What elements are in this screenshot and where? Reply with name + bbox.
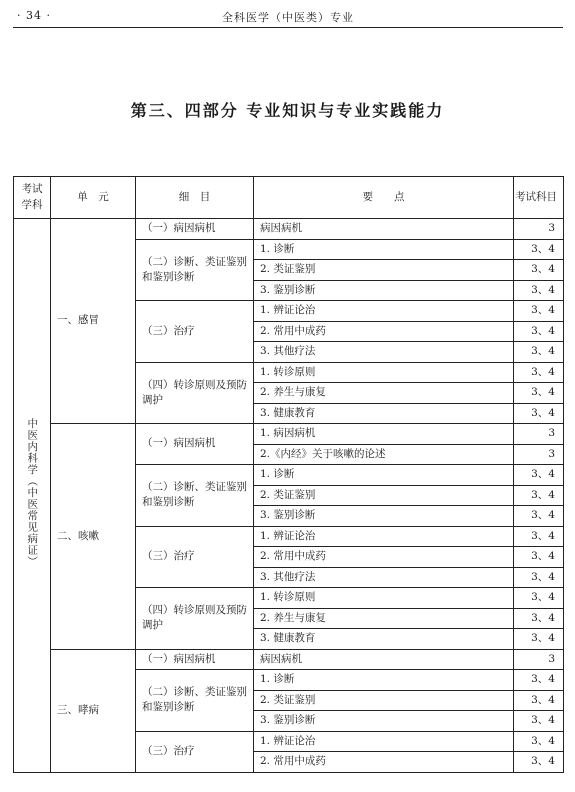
point-cell: 1. 诊断	[254, 239, 514, 260]
detail-cell: （四）转诊原则及预防调护	[136, 362, 254, 424]
subject-cell	[14, 219, 51, 773]
table-header-row	[14, 177, 564, 219]
point-cell: 病因病机	[254, 219, 514, 240]
exam-cell: 3、4	[514, 321, 564, 342]
detail-cell: （四）转诊原则及预防调护	[136, 588, 254, 650]
exam-cell: 3、4	[514, 752, 564, 773]
running-title: 全科医学（中医类）专业	[222, 11, 354, 24]
point-cell: 2. 养生与康复	[254, 383, 514, 404]
exam-cell: 3、4	[514, 547, 564, 568]
unit-cell: 三、哮病	[51, 649, 136, 772]
detail-cell: （三）治疗	[136, 731, 254, 772]
point-cell: 2. 常用中成药	[254, 547, 514, 568]
detail-cell: （一）病因病机	[136, 424, 254, 465]
exam-cell: 3、4	[514, 260, 564, 281]
point-cell: 3. 鉴别诊断	[254, 711, 514, 732]
point-cell: 1. 诊断	[254, 670, 514, 691]
point-cell: 1. 病因病机	[254, 424, 514, 445]
exam-cell: 3、4	[514, 588, 564, 609]
col-header-subject: 考试学科	[14, 177, 51, 219]
exam-cell: 3、4	[514, 485, 564, 506]
table-row	[14, 649, 564, 670]
table-row	[14, 219, 564, 240]
col-header-unit: 单 元	[51, 177, 136, 219]
col-header-points: 要 点	[254, 177, 514, 219]
point-cell: 3. 其他疗法	[254, 342, 514, 363]
exam-cell: 3、4	[514, 690, 564, 711]
exam-cell: 3、4	[514, 711, 564, 732]
exam-cell: 3、4	[514, 301, 564, 322]
point-cell: 1. 辨证论治	[254, 731, 514, 752]
point-cell: 3. 健康教育	[254, 629, 514, 650]
detail-cell: （二）诊断、类证鉴别和鉴别诊断	[136, 465, 254, 527]
point-cell: 2. 类证鉴别	[254, 485, 514, 506]
exam-cell: 3、4	[514, 629, 564, 650]
detail-cell: （一）病因病机	[136, 649, 254, 670]
detail-cell: （二）诊断、类证鉴别和鉴别诊断	[136, 239, 254, 301]
exam-cell: 3、4	[514, 342, 564, 363]
point-cell: 2.《内经》关于咳嗽的论述	[254, 444, 514, 465]
exam-cell: 3、4	[514, 239, 564, 260]
point-cell: 1. 诊断	[254, 465, 514, 486]
point-cell: 2. 常用中成药	[254, 752, 514, 773]
exam-cell: 3、4	[514, 670, 564, 691]
exam-cell: 3	[514, 424, 564, 445]
exam-cell: 3、4	[514, 280, 564, 301]
point-cell: 2. 类证鉴别	[254, 690, 514, 711]
point-cell: 病因病机	[254, 649, 514, 670]
point-cell: 1. 转诊原则	[254, 362, 514, 383]
detail-cell: （一）病因病机	[136, 219, 254, 240]
table-body	[14, 219, 564, 773]
page-number: · 34 ·	[17, 9, 51, 22]
point-cell: 1. 辨证论治	[254, 526, 514, 547]
point-cell: 3. 健康教育	[254, 403, 514, 424]
detail-cell: （二）诊断、类证鉴别和鉴别诊断	[136, 670, 254, 732]
exam-cell: 3、4	[514, 465, 564, 486]
exam-cell: 3、4	[514, 526, 564, 547]
exam-cell: 3、4	[514, 567, 564, 588]
section-title: 第三、四部分 专业知识与专业实践能力	[130, 101, 445, 120]
point-cell: 2. 养生与康复	[254, 608, 514, 629]
point-cell: 3. 鉴别诊断	[254, 506, 514, 527]
point-cell: 1. 转诊原则	[254, 588, 514, 609]
unit-cell: 一、感冒	[51, 219, 136, 424]
detail-cell: （三）治疗	[136, 526, 254, 588]
unit-cell: 二、咳嗽	[51, 424, 136, 650]
exam-cell: 3	[514, 444, 564, 465]
exam-cell: 3	[514, 219, 564, 240]
point-cell: 2. 类证鉴别	[254, 260, 514, 281]
point-cell: 3. 其他疗法	[254, 567, 514, 588]
exam-cell: 3、4	[514, 383, 564, 404]
subject-name: 中医内科学（中医常见病证）	[26, 417, 39, 568]
exam-cell: 3、4	[514, 608, 564, 629]
col-header-detail: 细 目	[136, 177, 254, 219]
detail-cell: （三）治疗	[136, 301, 254, 363]
exam-cell: 3、4	[514, 403, 564, 424]
exam-cell: 3、4	[514, 731, 564, 752]
exam-cell: 3、4	[514, 506, 564, 527]
page-header	[13, 6, 563, 28]
point-cell: 2. 常用中成药	[254, 321, 514, 342]
exam-cell: 3	[514, 649, 564, 670]
point-cell: 1. 辨证论治	[254, 301, 514, 322]
point-cell: 3. 鉴别诊断	[254, 280, 514, 301]
table-row	[14, 424, 564, 445]
col-header-exam: 考试科目	[514, 177, 564, 219]
syllabus-table	[13, 176, 564, 773]
exam-cell: 3、4	[514, 362, 564, 383]
